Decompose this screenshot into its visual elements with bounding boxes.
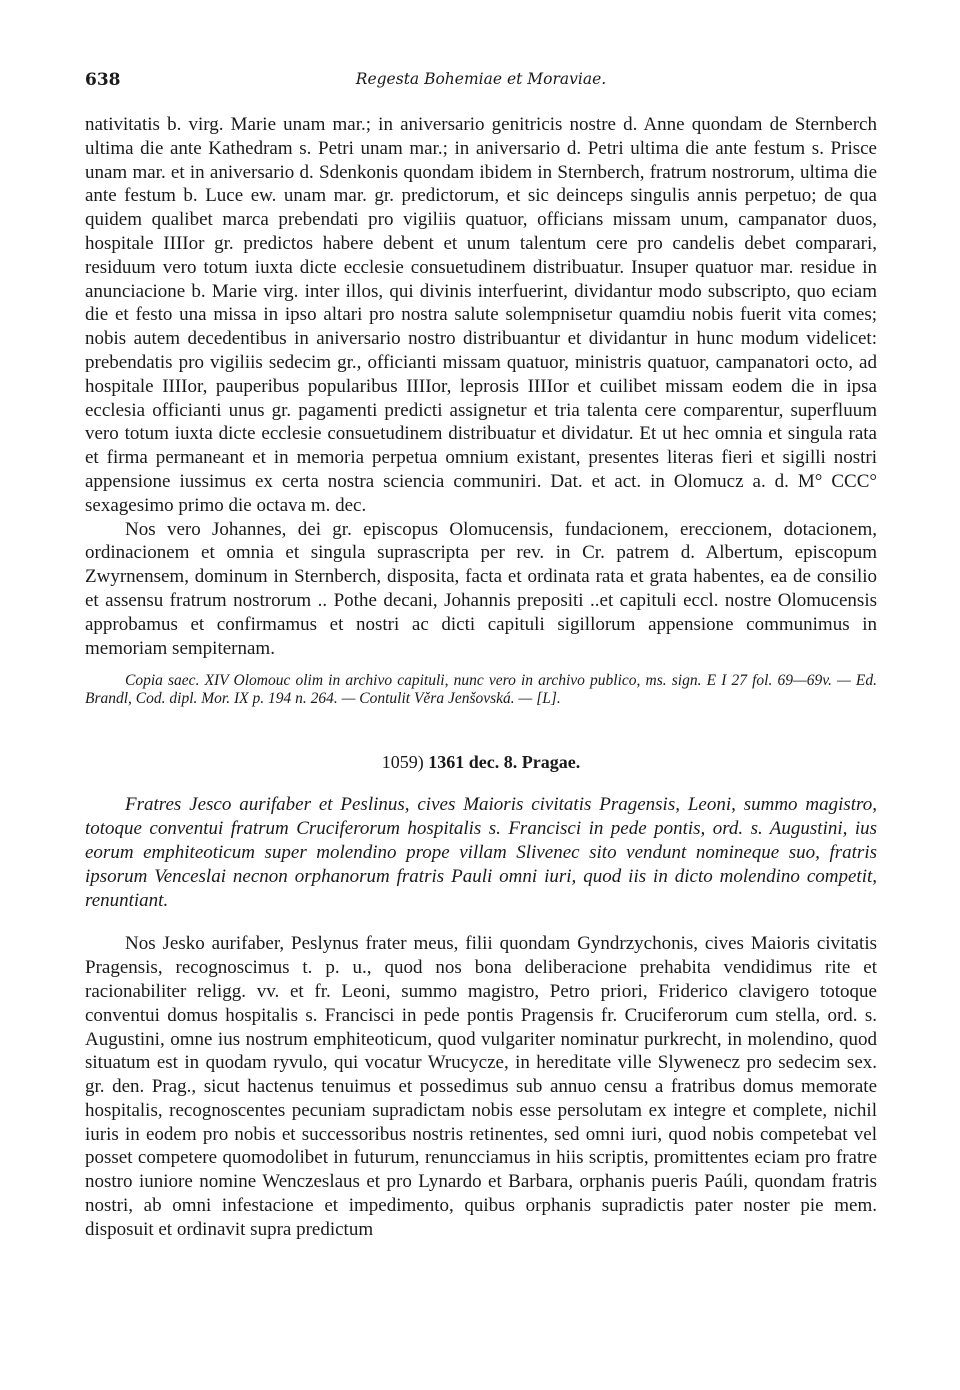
document-date-place: 1361 dec. 8. Pragae. (428, 752, 581, 773)
paragraph-continuation: nativitatis b. virg. Marie unam mar.; in aniversario genitricis nostre d. Anne quondam de Sternberch ultima die ante Kathedram s. Petri unam mar.; in aniversario d. Petri ultima die ante festum s. Prisce unam mar. et in aniversario d. Sdenkonis quondam ibidem in Sternberch, fratrum nostrorum, ultima die ante festum b. Luce ew. unam mar. gr. predictorum, et sic deinceps singulis annis perpetuo; de qua quidem qualibet marca prebendati pro vigiliis quatuor, officians missam unum, campanator duos, hospitale IIIIor gr. predictos habere debent et unum talentum cere pro candelis debet comparari, residuum vero totum iuxta dicte ecclesie consuetudinem distribuatur. Insuper quatuor mar. residue in anunciacione b. Marie virg. inter illos, qui divinis interfuerint, dividantur modo subscripto, quo eciam die et festo una missa in ipso altari pro nostra salute solempnisetur quamdiu nobis fuerit vita comes; nobis autem decedentibus in aniversario nostro distribuantur et dividantur in hunc modum videlicet: prebendatis pro vigiliis sedecim gr., officianti missam quatuor, ministris quatuor, campanatori octo, ad hospitale IIIIor, pauperibus popularibus IIIIor, leprosis IIIIor et cuilibet missam eodem die in ipsa ecclesia officianti unus gr. pagamenti predicti assignetur et tria talenta cere comparentur, superfluum vero totum iuxta dicte ecclesie consuetudinem distribuatur et dividatur. Et ut hec omnia et singula rata et firma permaneant et in memoria perpetua omnium existant, presentes literas fieri et sigilli nostri appensione iussimus ex certa nostra sciencia communiri. Dat. et act. in Olomucz a. d. M° CCC° sexagesimo primo die octava m. dec. (85, 114, 877, 516)
paragraph-confirmation: Nos vero Johannes, dei gr. episcopus Olomucensis, fundacionem, ereccionem, dotacionem, ordinacionem et omnia et singula suprascripta per rev. in Cr. patrem d. Albertum, episcopum Zwyrnensem, dominum in Sternberch, disposita, facta et ordinata rata et grata habentes, ea de consilio et assensu fratrum nostrorum .. Pothe decani, Johannis prepositi ..et capituli eccl. nostre Olomucensis approbamus et confirmamus et nostri ac dicti capituli sigillorum appensione communimus in memoriam sempiternam. (85, 518, 877, 659)
source-note: Copia saec. XIV Olomouc olim in archivo capituli, nunc vero in archivo publico, ms. sign. E I 27 fol. 69—69v. — Ed. Brandl, Cod. dipl. Mor. IX p. 194 n. 264. — Contulit Věra Jenšovská. — [L]. (85, 672, 877, 708)
paragraph-document-text: Nos Jesko aurifaber, Peslynus frater meus, filii quondam Gyndrzychonis, cives Maioris civitatis Pragensis, recognoscimus t. p. u., quod nos bona deliberacione prehabita vendidimus rite et racionabiliter religg. vv. et fr. Leoni, summo magistro, Petro priori, Friderico clavigero totoque conventui domus hospitalis s. Francisci in pede pontis Pragensis fr. Cruciferorum cum stella, ord. s. Augustini, omne ius nostrum emphiteoticum, quod vulgariter nominatur purkrecht, in molendino, quod situatum est in quodam ryvulo, qui vocatur Wrucycze, in hereditate ville Slywenecz pro sedecim sex. gr. den. Prag., sicut hactenus tenuimus et possedimus sub annuo censu a fratribus domus memorate hospitalis, recognoscentes pecuniam supradictam nobis esse persolutam ex integre et complete, nichil iuris in eodem pro nobis et successoribus nostris retinentes, sed omni iuri, quod nobis competebat vel posset competere quomodolibet in futurum, renuncciamus in hiis scriptis, promittentes eciam pro fratre nostro iuniore nomine Wenczeslaus et pro Lynardo et Barbara, orphanis pueris Paúli, quondam fratris nostri, ab omni infestacione et impedimento, quibus orphanis supradictis pater noster pie mem. disposuit et ordinavit supra predictum (85, 933, 877, 1240)
page (85, 70, 877, 1242)
running-title: Regesta Bohemiae et Moraviae. (355, 70, 607, 88)
document-number: 1059) (381, 752, 424, 773)
document-body (85, 932, 877, 1241)
running-header (85, 70, 877, 100)
body-text (85, 113, 877, 660)
page-number: 638 (85, 70, 121, 90)
document-heading (85, 752, 877, 773)
document-summary: Fratres Jesco aurifaber et Peslinus, cives Maioris civitatis Pragensis, Leoni, summo magistro, totoque conventui fratrum Cruciferorum hospitalis s. Francisci in pede pontis, ord. s. Augustini, ius eorum emphiteoticum super molendino prope villam Slivenec sito vendunt nomineque suo, fratris ipsorum Venceslai necnon orphanorum fratris Pauli omni iuri, quod iis in dicto molendino competit, renuntiant. (85, 794, 877, 911)
